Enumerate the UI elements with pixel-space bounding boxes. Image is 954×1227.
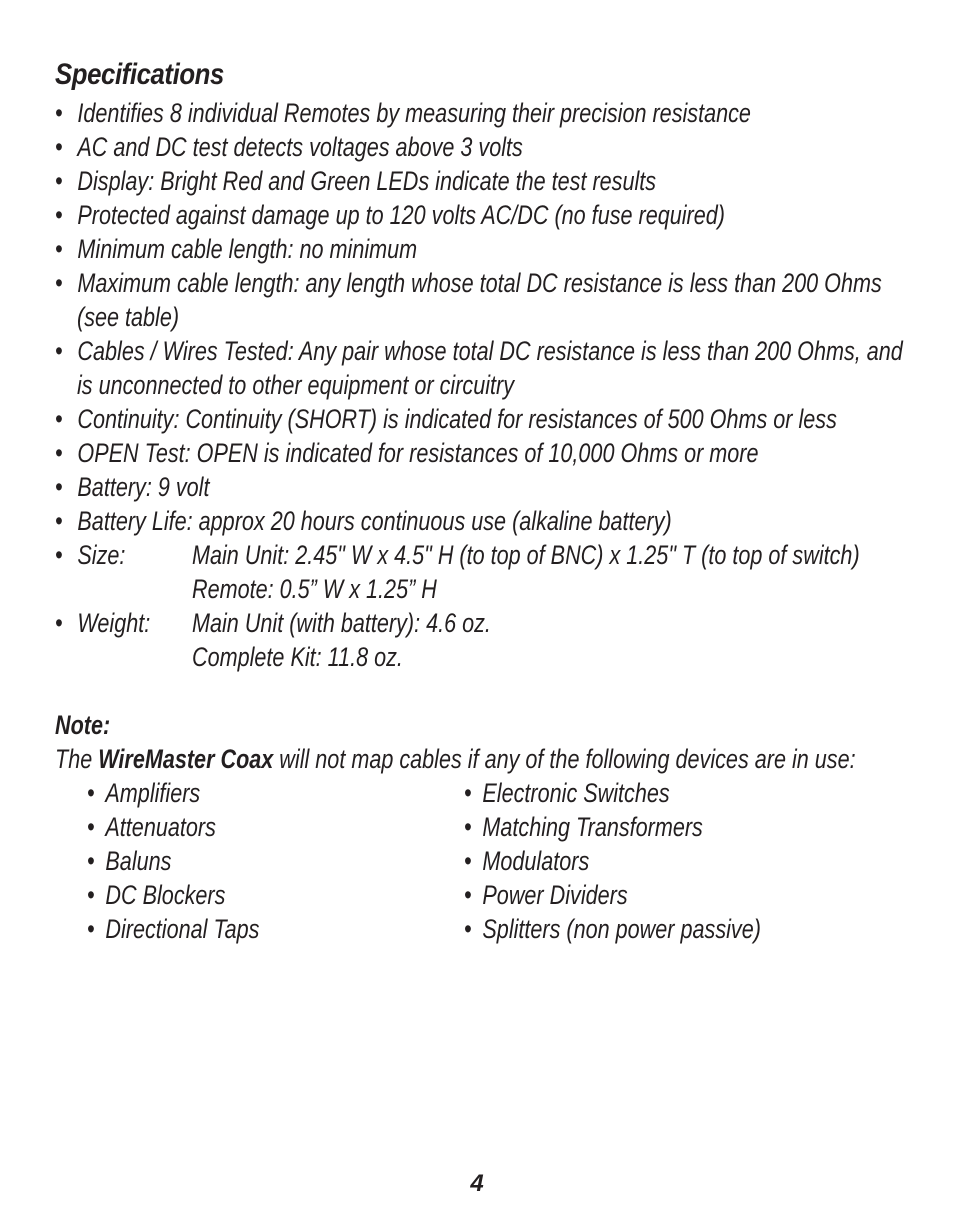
bullet: • [87,880,95,910]
spec-item [55,130,523,164]
spec-text: Protected against damage up to 120 volts AC/DC (no fuse required) [77,200,725,230]
device-name: Amplifiers [105,778,201,808]
bullet: • [55,472,63,502]
bullet: • [87,778,95,808]
spec-text: Cables / Wires Tested: Any pair whose total DC resistance is less than 200 Ohms, and [77,336,903,366]
size-value-main: Main Unit: 2.45" W x 4.5" H (to top of BNC) x 1.25" T (to top of switch) [192,540,860,570]
device-name: Electronic Switches [482,778,670,808]
device-item [464,844,589,878]
spec-item [55,266,882,300]
spec-text: Minimum cable length: no minimum [77,234,418,264]
spec-item-weight [55,606,150,640]
bullet: • [464,914,472,944]
device-name: Splitters (non power passive) [482,914,761,944]
spec-text: AC and DC test detects voltages above 3 volts [77,132,523,162]
spec-text: Identifies 8 individual Remotes by measuring their precision resistance [77,98,751,128]
bullet: • [87,914,95,944]
spec-item [55,232,417,266]
device-item [87,810,216,844]
device-name: Modulators [482,846,590,876]
weight-value-kit: Complete Kit: 11.8 oz. [192,642,403,672]
bullet: • [55,336,63,366]
device-item [87,878,225,912]
spec-item [55,334,903,368]
device-name: Matching Transformers [482,812,703,842]
spec-item [55,96,751,130]
device-name: Attenuators [105,812,216,842]
device-item [464,878,628,912]
spec-item [55,164,656,198]
device-name: DC Blockers [105,880,226,910]
bullet: • [55,506,63,536]
note-prefix: The [55,744,99,774]
page-title: Specifications [55,58,224,91]
size-label: Size: [77,540,126,570]
bullet: • [55,268,63,298]
spec-text: Display: Bright Red and Green LEDs indicate the test results [77,166,657,196]
bullet: • [464,778,472,808]
device-item [464,912,761,946]
bullet: • [55,608,63,638]
product-name: WireMaster Coax [98,744,274,774]
page-number: 4 [470,1170,484,1197]
device-name: Baluns [105,846,172,876]
bullet: • [55,132,63,162]
bullet: • [464,812,472,842]
spec-continuation: is unconnected to other equipment or circuitry [77,370,515,400]
device-item [464,776,670,810]
bullet: • [55,438,63,468]
bullet: • [55,404,63,434]
spec-continuation: (see table) [77,302,180,332]
bullet: • [55,166,63,196]
note-heading: Note: [55,710,111,740]
spec-text: OPEN Test: OPEN is indicated for resistances of 10,000 Ohms or more [77,438,759,468]
spec-item-size [55,538,125,572]
device-name: Power Dividers [482,880,628,910]
note-suffix: will not map cables if any of the following devices are in use: [273,744,856,774]
spec-text: Battery Life: approx 20 hours continuous use (alkaline battery) [77,506,672,536]
spec-item [55,436,758,470]
bullet: • [55,234,63,264]
spec-text: Battery: 9 volt [77,472,210,502]
spec-text: Continuity: Continuity (SHORT) is indicated for resistances of 500 Ohms or less [77,404,837,434]
note-text [55,742,856,776]
device-item [87,844,171,878]
device-item [464,810,703,844]
device-item [87,912,259,946]
bullet: • [55,98,63,128]
weight-value-main: Main Unit (with battery): 4.6 oz. [192,608,491,638]
bullet: • [464,846,472,876]
bullet: • [55,200,63,230]
bullet: • [87,846,95,876]
bullet: • [464,880,472,910]
bullet: • [55,540,63,570]
spec-item [55,402,837,436]
size-value-remote: Remote: 0.5” W x 1.25” H [192,574,437,604]
device-item [87,776,200,810]
spec-item [55,504,672,538]
bullet: • [87,812,95,842]
spec-text: Maximum cable length: any length whose total DC resistance is less than 200 Ohms [77,268,882,298]
weight-label: Weight: [77,608,151,638]
device-name: Directional Taps [105,914,260,944]
spec-item [55,198,725,232]
spec-item [55,470,209,504]
